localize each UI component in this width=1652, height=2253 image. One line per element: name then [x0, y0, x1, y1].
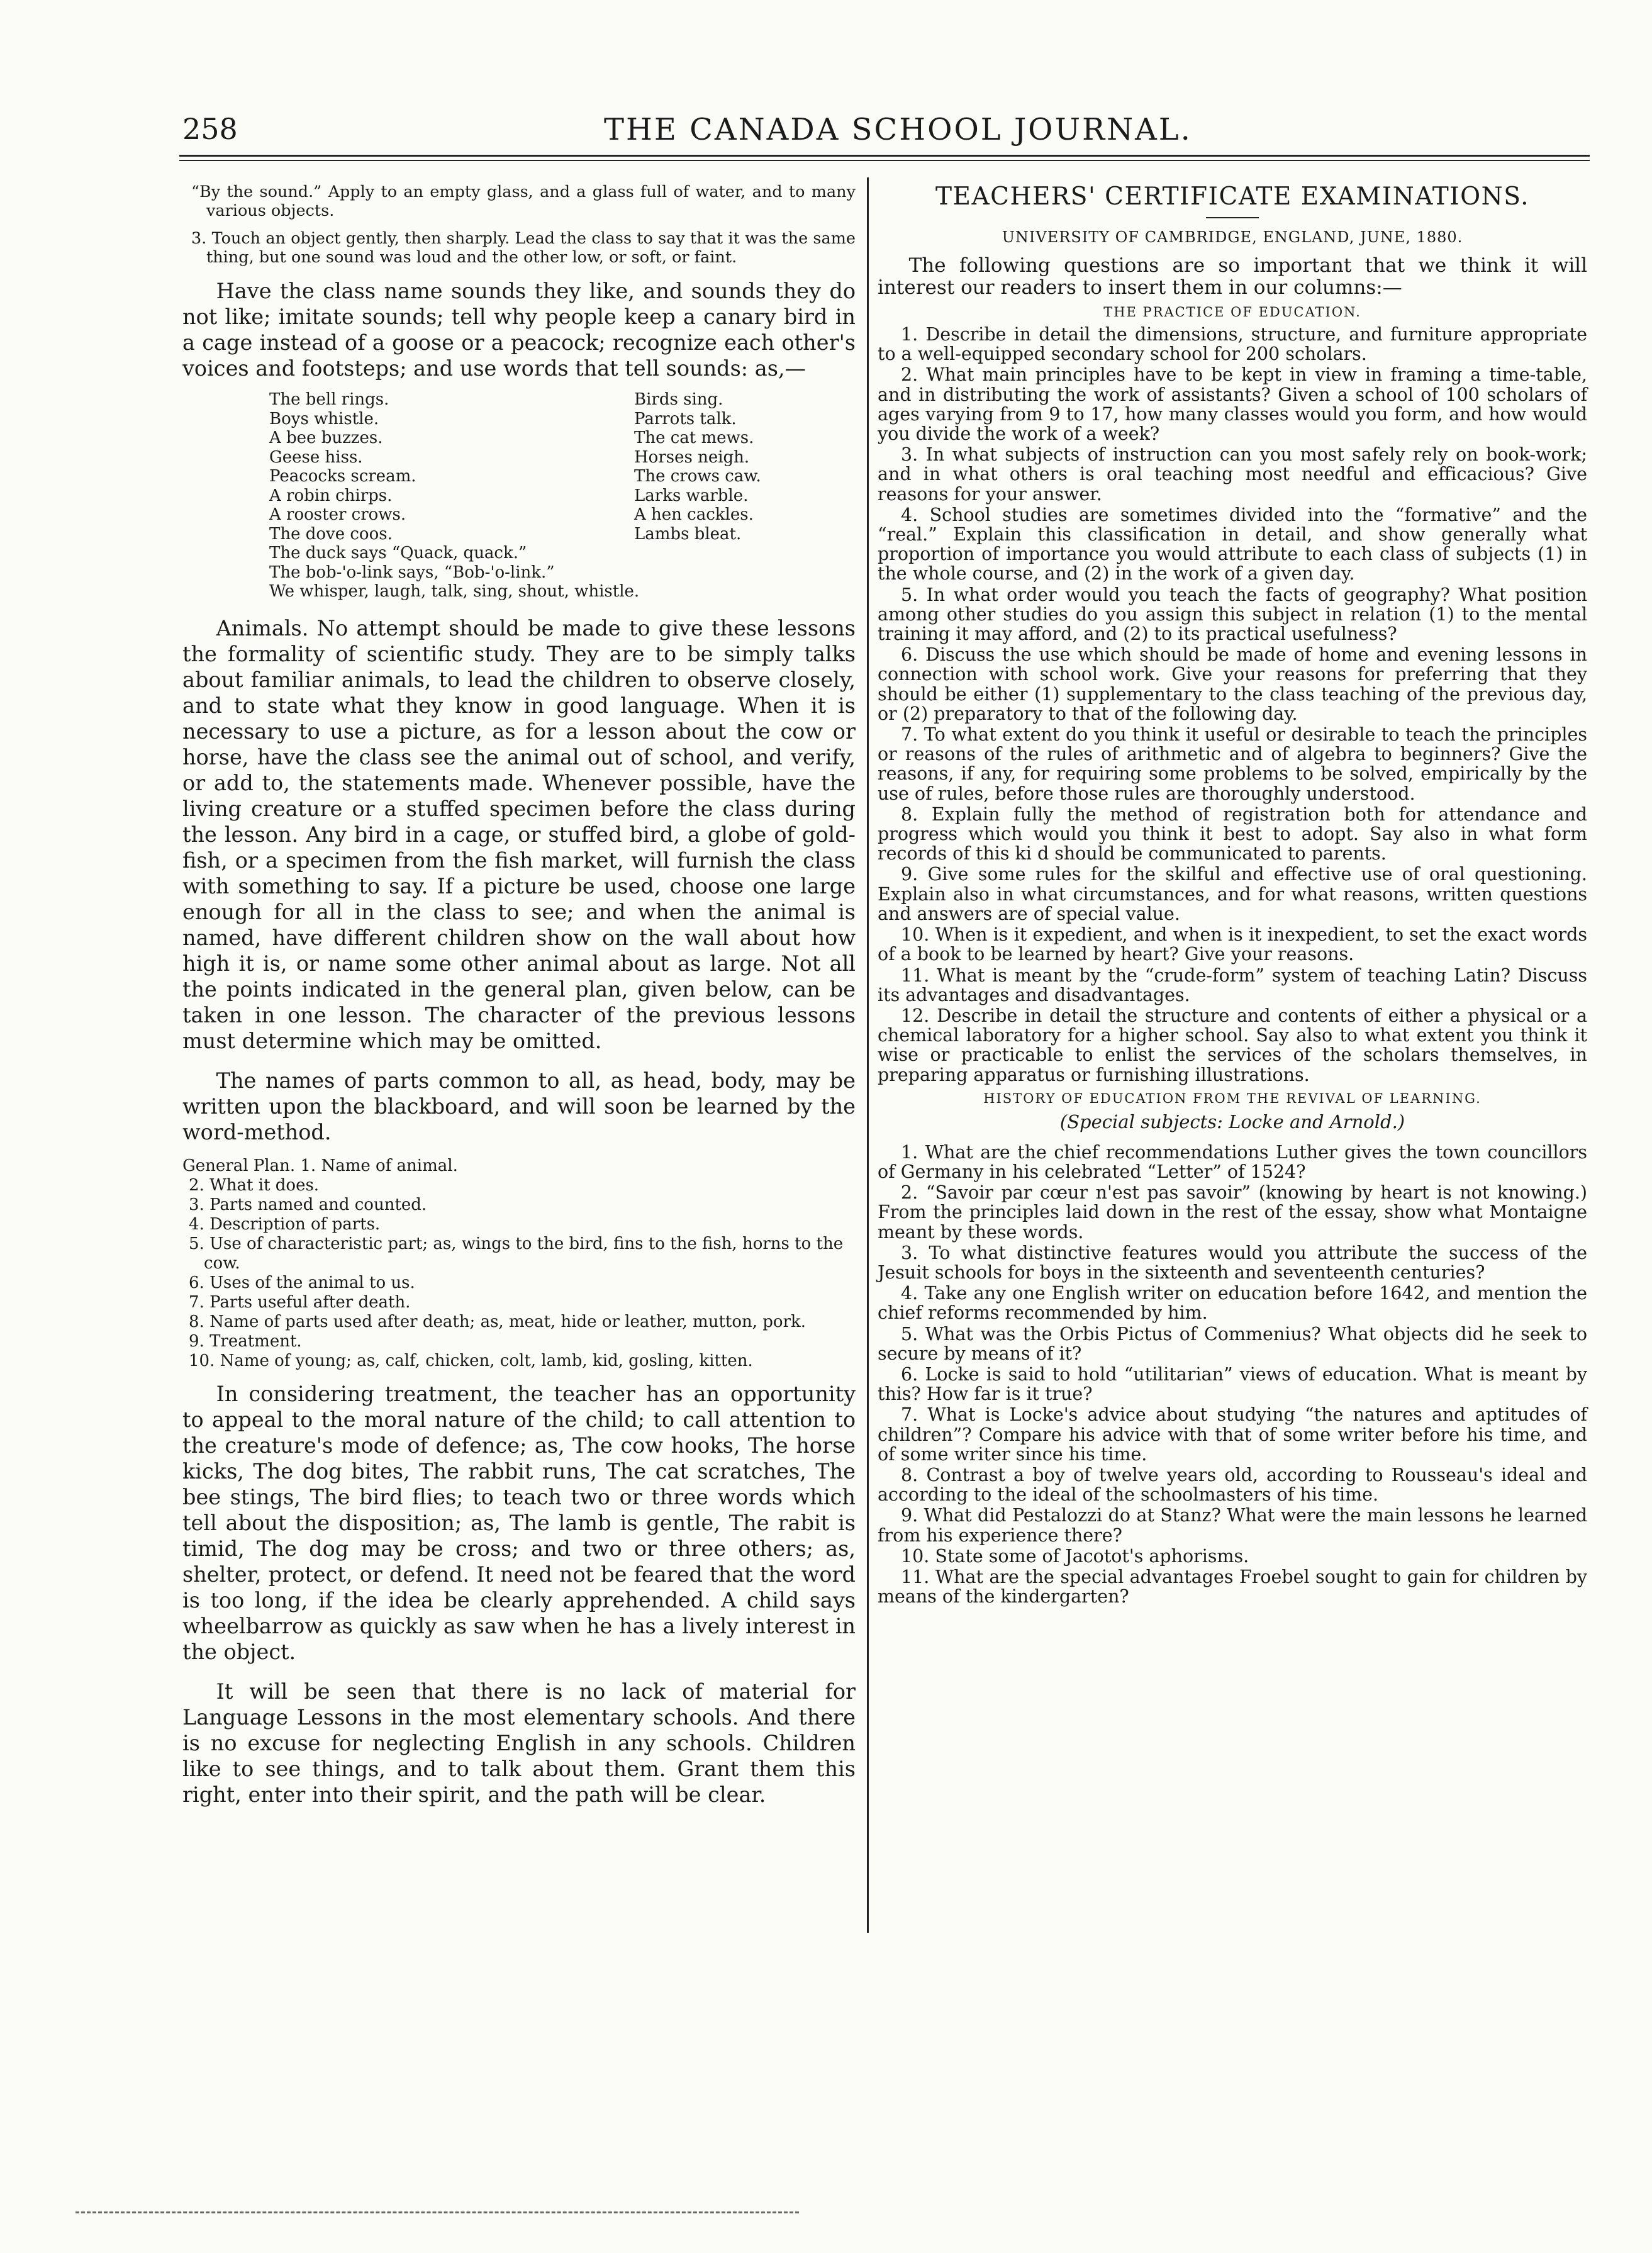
sound-item: A hen cackles. — [634, 505, 754, 524]
sound-item: The dove coos. — [269, 524, 393, 544]
sound-item: Lambs bleat. — [634, 524, 742, 544]
question-item: 4. School studies are sometimes divided into the “formative” and the “real.” Explain this classification in detail, and show generally what proportion of importance you would attribute to each class of subjects (1) in the whole course, and (2) in the work of a given day. — [878, 504, 1587, 584]
sound-item: The crows caw. — [634, 467, 761, 486]
plan-item: 4. Description of parts. — [189, 1214, 381, 1234]
sound-item: A robin chirps. — [269, 486, 393, 505]
question-item: 11. What is meant by the “crude-form” system of teaching Latin? Discuss its advantages and disadvantages. — [878, 964, 1587, 1005]
question-item: 3. In what subjects of instruction can you most safely rely on book-work; and in what others is oral teaching most needful and efficacious? Give reasons for your answer. — [878, 444, 1587, 505]
question-item: 5. In what order would you teach the facts of geography? What position among other studies do you assign this subject in relation (1) to the mental training it may afford, and (2) to its practical usefulness? — [878, 584, 1587, 645]
question-item: 2. “Savoir par cœur n'est pas savoir” (knowing by heart is not knowing.) From the principles laid down in the rest of the essay, show what Montaigne meant by these words. — [878, 1182, 1587, 1243]
sound-item: Larks warble. — [634, 486, 749, 505]
question-item: 9. Give some rules for the skilful and effective use of oral questioning. Explain also in what circumstances, and for what reasons, written questions and answers are of special value. — [878, 864, 1587, 924]
paragraph-conclusion: It will be seen that there is no lack of material for Language Lessons in the most elementary schools. And there is no excuse for neglecting English in any schools. Children like to see things, and to talk about them. Grant them this right, enter into their spirit, and the path will be clear. — [182, 1679, 856, 1807]
plan-item: 9. Treatment. — [189, 1331, 302, 1351]
plan-item: General Plan. 1. Name of animal. — [182, 1156, 458, 1175]
sound-item: Boys whistle. — [269, 409, 379, 428]
sound-item: A rooster crows. — [269, 505, 406, 524]
question-item: 7. To what extent do you think it useful or desirable to teach the principles or reasons of the rules of arithmetic and of algebra to beginners? Give the reasons, if any, for requiring some problems to be solved, empirically by the use of rules, before those rules are thoroughly understood. — [878, 724, 1587, 804]
right-column — [878, 182, 1587, 1607]
section-heading-history: HISTORY OF EDUCATION FROM THE REVIVAL OF LEARNING. — [983, 1090, 1482, 1106]
sound-item: Birds sing. — [634, 390, 723, 409]
plan-item: 7. Parts useful after death. — [189, 1292, 411, 1312]
paragraph-by-sound: “By the sound.” Apply to an empty glass, and a glass full of water, and to many various objects. — [191, 182, 856, 220]
left-column — [182, 182, 856, 1816]
sound-item-wide: We whisper, laugh, talk, sing, shout, whistle. — [269, 582, 640, 601]
paragraph-animals: Animals. No attempt should be made to give these lessons the formality of scientific study. They are to be simply talks about familiar animals, to lead the children to observe closely, and to state what they know in good language. When it is necessary to use a picture, as for a lesson about the cow or horse, have the class see the animal out of school, and verify, or add to, the statements made. Whenever possible, have the living creature or a stuffed specimen before the class during the lesson. Any bird in a cage, or stuffed bird, a globe of gold-fish, or a specimen from the fish market, will furnish the class with something to say. If a picture be used, choose one large enough for all in the class to see; and when the animal is named, have different children show on the wall about how high it is, or name some other animal about as large. Not all the points indicated in the general plan, given below, can be taken in one lesson. The character of the previous lessons must determine which may be omitted. — [182, 615, 856, 1053]
question-item: 7. What is Locke's advice about studying “the natures and aptitudes of children”? Compare his advice with that of some writer before his time, and of some writer since his time. — [878, 1404, 1587, 1465]
sound-item: Peacocks scream. — [269, 467, 416, 486]
question-item: 9. What did Pestalozzi do at Stanz? What were the main lessons he learned from his experience there? — [878, 1505, 1587, 1546]
sound-item: The bell rings. — [269, 390, 389, 409]
paragraph-treatment: In considering treatment, the teacher has an opportunity to appeal to the moral nature of the child; to call attention to the creature's mode of defence; as, The cow hooks, The horse kicks, The dog bites, The rabbit runs, The cat scratches, The bee stings, The bird flies; to teach two or three words which tell about the disposition; as, The lamb is gentle, The rabit is timid, The dog may be cross; and two or three others; as, shelter, protect, or defend. It need not be feared that the word is too long, if the idea be clearly apprehended. A child says wheelbarrow as quickly as saw when he has a lively interest in the object. — [182, 1381, 856, 1664]
question-item: 1. What are the chief recommendations Luther gives the town councillors of Germany in his celebrated “Letter” of 1524? — [878, 1141, 1587, 1182]
question-item: 12. Describe in detail the structure and contents of either a physical or a chemical laboratory for a higher school. Say also to what extent you think it wise or practicable to enlist the services of the scholars themselves, in preparing apparatus or furnishing illustrations. — [878, 1005, 1587, 1085]
header-rule — [179, 155, 1590, 157]
general-plan-list — [182, 1156, 856, 1371]
paragraph-sounds-intro: Have the class name sounds they like, and sounds they do not like; imitate sounds; tell why people keep a canary bird in a cage instead of a goose or a peacock; recognize each other's voices and footsteps; and use words that tell sounds: as,— — [182, 279, 856, 381]
question-item: 10. When is it expedient, and when is it inexpedient, to set the exact words of a book to be learned by heart? Give your reasons. — [878, 924, 1587, 965]
bottom-rule — [75, 2211, 799, 2213]
header-rule-thin — [179, 160, 1590, 161]
question-item: 3. To what distinctive features would you attribute the success of the Jesuit schools for boys in the sixteenth and seventeenth centuries? — [878, 1242, 1587, 1283]
plan-item: 8. Name of parts used after death; as, meat, hide or leather, mutton, pork. — [189, 1312, 806, 1331]
question-item: 6. Discuss the use which should be made of home and evening lessons in connection with school work. Give your reasons for preferring that they should be either (1) supplementary to the class teaching of the previous day, or (2) preparatory to that of the following day. — [878, 644, 1587, 724]
sounds-list — [269, 390, 856, 601]
article-heading: TEACHERS' CERTIFICATE EXAMINATIONS. — [935, 182, 1530, 211]
plan-item: 10. Name of young; as, calf, chicken, colt, lamb, kid, gosling, kitten. — [189, 1351, 753, 1370]
page-number: 258 — [182, 112, 238, 146]
question-item: 5. What was the Orbis Pictus of Commenius? What objects did he seek to secure by means of it? — [878, 1323, 1587, 1364]
sound-item-wide: The bob-'o-link says, “Bob-'o-link.” — [269, 562, 555, 582]
question-item: 11. What are the special advantages Froebel sought to gain for children by means of the kindergarten? — [878, 1566, 1587, 1607]
heading-rule — [1206, 217, 1259, 218]
paragraph-names-of-parts: The names of parts common to all, as head, body, may be written upon the blackboard, and will soon be learned by the word-method. — [182, 1068, 856, 1144]
sound-item: Horses neigh. — [634, 447, 750, 467]
sound-item: A bee buzzes. — [269, 428, 383, 447]
question-item: 10. State some of Jacotot's aphorisms. — [901, 1545, 1249, 1567]
sound-item: Parrots talk. — [634, 409, 737, 428]
column-divider — [867, 177, 869, 1933]
plan-item: 3. Parts named and counted. — [189, 1195, 427, 1214]
question-item: 1. Describe in detail the dimensions, structure, and furniture appropriate to a well-equipped secondary school for 200 scholars. — [878, 324, 1587, 365]
plan-item: 2. What it does. — [189, 1175, 320, 1195]
sound-item-wide: The duck says “Quack, quack.” — [269, 544, 527, 562]
plan-item: 6. Uses of the animal to us. — [189, 1273, 415, 1292]
plan-item: 5. Use of characteristic part; as, wings to the bird, fins to the fish, horns to the cow. — [189, 1234, 844, 1273]
sound-item: Geese hiss. — [269, 447, 363, 467]
paragraph-touch-object: 3. Touch an object gently, then sharply. Lead the class to say that it was the same thing, but one sound was loud and the other low, or soft, or faint. — [191, 229, 856, 267]
sound-item: The cat mews. — [634, 428, 754, 447]
question-item: 6. Locke is said to hold “utilitarian” views of education. What is meant by this? How far is it true? — [878, 1363, 1587, 1405]
question-item: 8. Explain fully the method of registration both for attendance and progress which would you think it best to adopt. Say also in what form records of this ki d should be communicated to parents. — [878, 803, 1587, 864]
dateline: UNIVERSITY OF CAMBRIDGE, ENGLAND, JUNE, 1880. — [1002, 228, 1463, 246]
article-intro: The following questions are so important that we think it will interest our readers to insert them in our columns:— — [878, 254, 1587, 299]
special-subjects: (Special subjects: Locke and Arnold.) — [1059, 1110, 1405, 1132]
question-item: 8. Contrast a boy of twelve years old, according to Rousseau's ideal and according to the ideal of the schoolmasters of his time. — [878, 1464, 1587, 1506]
question-item: 2. What main principles have to be kept in view in framing a time-table, and in distributing the work of assistants? Given a school of 100 scholars of ages varying from 9 to 17, how many classes would you form, and how would you divide the work of a week? — [878, 364, 1587, 445]
section-heading-practice: THE PRACTICE OF EDUCATION. — [1103, 305, 1361, 320]
running-title: THE CANADA SCHOOL JOURNAL. — [604, 112, 1192, 147]
question-item: 4. Take any one English writer on education before 1642, and mention the chief reforms recommended by him. — [878, 1283, 1587, 1324]
